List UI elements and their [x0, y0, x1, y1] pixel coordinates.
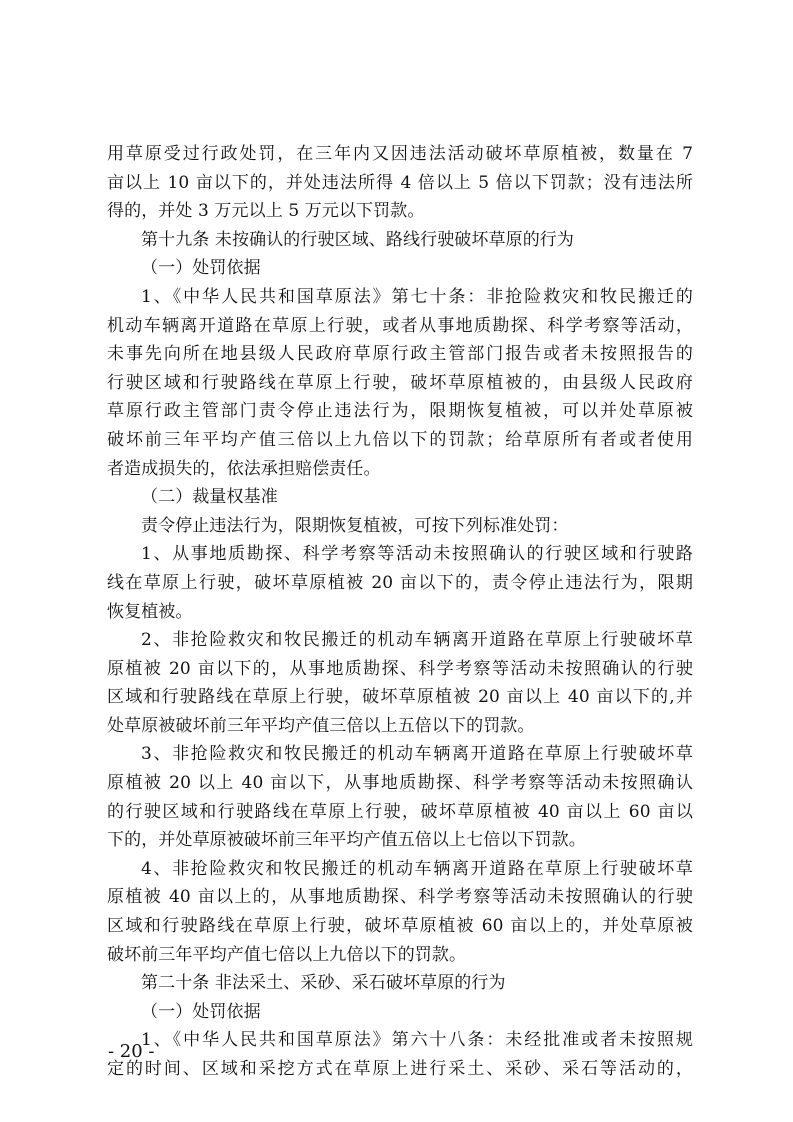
text-line: 第十九条 未按确认的行驶区域、路线行驶破坏草原的行为 — [141, 229, 575, 250]
text-line: 者造成损失的，依法承担赔偿责任。 — [107, 458, 381, 479]
text-line: 定的时间、区域和采挖方式在草原上进行采土、采砂、采石等活动的， — [107, 1059, 693, 1079]
text-line: 原植被 40 亩以上的，从事地质勘探、科学考察等活动未按照确认的行驶 — [107, 887, 693, 908]
text-line: 的行驶区域和行驶路线在草原上行驶，破坏草原植被 40 亩以上 60 亩以 — [107, 801, 693, 822]
text-line: 原植被 20 以上 40 亩以下，从事地质勘探、科学考察等活动未按照确认 — [107, 773, 693, 794]
text-line: 1、《中华人民共和国草原法》第六十八条：未经批准或者未按照规 — [141, 1030, 693, 1051]
text-line: 恢复植被。 — [107, 601, 193, 622]
text-line: 机动车辆离开道路在草原上行驶，或者从事地质勘探、科学考察等活动， — [107, 315, 693, 336]
text-line: 用草原受过行政处罚，在三年内又因违法活动破坏草原植被，数量在 7 — [107, 144, 693, 164]
text-line: 线在草原上行驶，破坏草原植被 20 亩以下的，责令停止违法行为，限期 — [107, 572, 693, 593]
text-line: 责令停止违法行为，限期恢复植被，可按下列标准处罚： — [141, 515, 569, 536]
text-line: （一）处罚依据 — [141, 258, 261, 279]
page-number: - 20 - — [108, 1041, 155, 1062]
text-line: 草原行政主管部门责令停止违法行为，限期恢复植被，可以并处草原被 — [107, 401, 693, 422]
text-line: （二）裁量权基准 — [141, 487, 278, 508]
text-line: 得的，并处 3 万元以上 5 万元以下罚款。 — [107, 201, 425, 222]
text-line: 3、非抢险救灾和牧民搬迁的机动车辆离开道路在草原上行驶破坏草 — [141, 744, 693, 765]
text-line: 2、非抢险救灾和牧民搬迁的机动车辆离开道路在草原上行驶破坏草 — [141, 630, 693, 651]
text-line: 破坏前三年平均产值七倍以上九倍以下的罚款。 — [107, 944, 467, 965]
document-body — [107, 140, 693, 1084]
text-line: 区域和行驶路线在草原上行驶，破坏草原植被 60 亩以上的，并处草原被 — [107, 916, 693, 937]
text-line: 第二十条 非法采土、采砂、采石破坏草原的行为 — [141, 973, 506, 994]
text-line: 下的，并处草原被破坏前三年平均产值五倍以上七倍以下罚款。 — [107, 830, 586, 851]
text-line: 1、《中华人民共和国草原法》第七十条：非抢险救灾和牧民搬迁的 — [141, 286, 693, 307]
text-line: （一）处罚依据 — [141, 1001, 261, 1022]
text-line: 1、从事地质勘探、科学考察等活动未按照确认的行驶区域和行驶路 — [141, 544, 693, 565]
text-line: 亩以上 10 亩以下的，并处违法所得 4 倍以上 5 倍以下罚款；没有违法所 — [107, 172, 693, 193]
text-line: 行驶区域和行驶路线在草原上行驶，破坏草原植被的，由县级人民政府 — [107, 372, 693, 393]
text-line: 处草原被破坏前三年平均产值三倍以上五倍以下的罚款。 — [107, 715, 535, 736]
text-line: 区域和行驶路线在草原上行驶，破坏草原植被 20 亩以上 40 亩以下的,并 — [107, 687, 693, 708]
text-line: 破坏前三年平均产值三倍以上九倍以下的罚款；给草原所有者或者使用 — [107, 429, 693, 450]
text-line: 未事先向所在地县级人民政府草原行政主管部门报告或者未按照报告的 — [107, 344, 693, 365]
text-line: 原植被 20 亩以下的，从事地质勘探、科学考察等活动未按照确认的行驶 — [107, 658, 693, 679]
text-line: 4、非抢险救灾和牧民搬迁的机动车辆离开道路在草原上行驶破坏草 — [141, 858, 693, 879]
